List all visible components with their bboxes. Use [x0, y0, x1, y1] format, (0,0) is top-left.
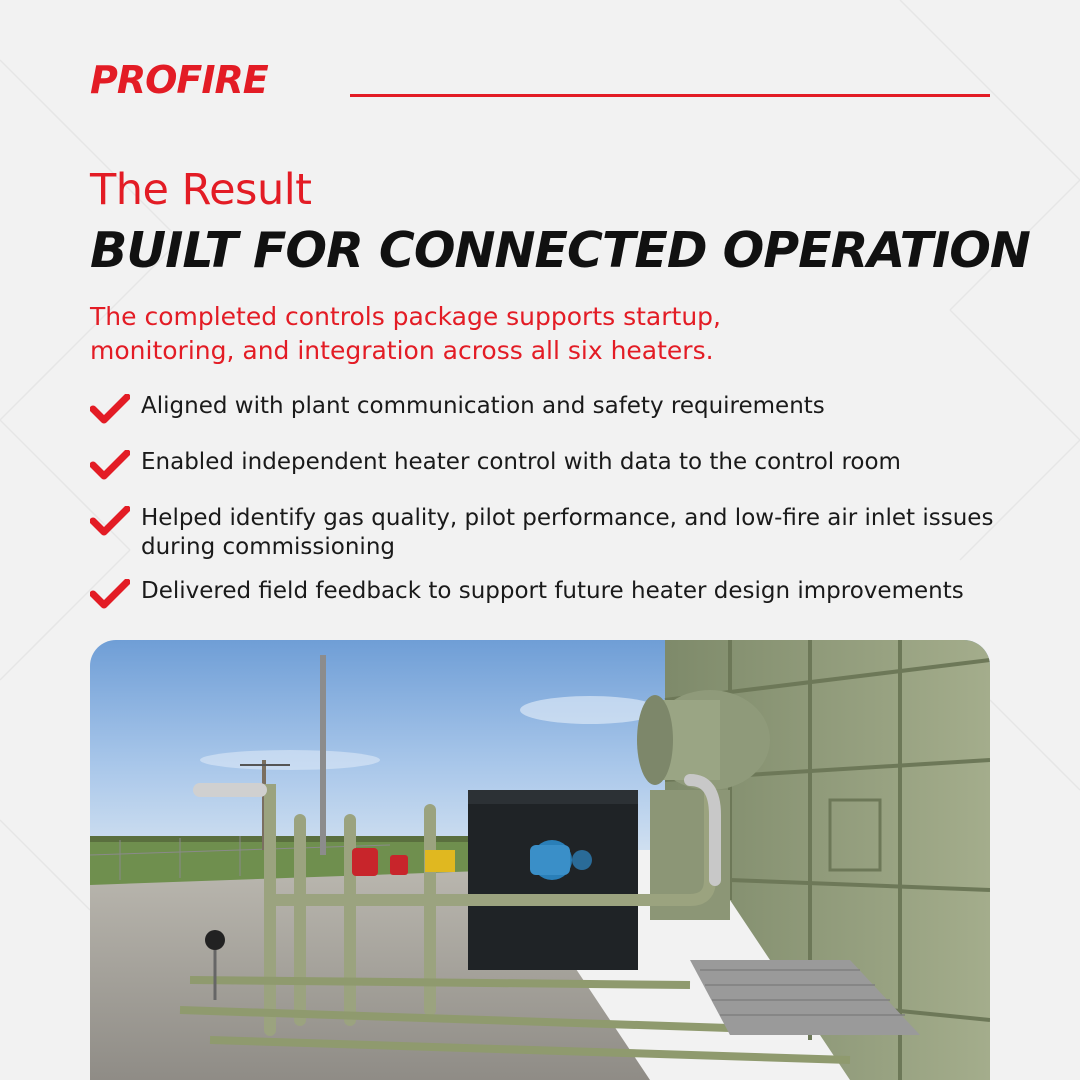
section-eyebrow: The Result	[90, 165, 312, 215]
logo-wordmark: PROFIRE	[90, 58, 268, 100]
checkmark-icon	[90, 579, 130, 609]
bullet-text: Enabled independent heater control with data to the control room	[141, 449, 901, 475]
checkmark-icon	[90, 394, 130, 424]
bullet-text: Aligned with plant communication and safety requirements	[141, 393, 825, 419]
intro-line-1: The completed controls package supports startup,	[90, 302, 721, 331]
page-headline: BUILT FOR CONNECTED OPERATION	[90, 222, 1030, 279]
bullet-text: Helped identify gas quality, pilot performance, and low-fire air inlet issues during commissioning	[141, 505, 994, 560]
bullet-text: Delivered field feedback to support future heater design improvements	[141, 578, 964, 604]
intro-line-2: monitoring, and integration across all six heaters.	[90, 336, 714, 365]
intro-text	[90, 300, 990, 368]
profire-logo	[90, 58, 290, 100]
checkmark-icon	[90, 450, 130, 480]
photo-illustration	[90, 640, 990, 1080]
header-rule	[350, 94, 990, 97]
checkmark-icon	[90, 506, 130, 536]
heater-installation-photo	[90, 640, 990, 1080]
